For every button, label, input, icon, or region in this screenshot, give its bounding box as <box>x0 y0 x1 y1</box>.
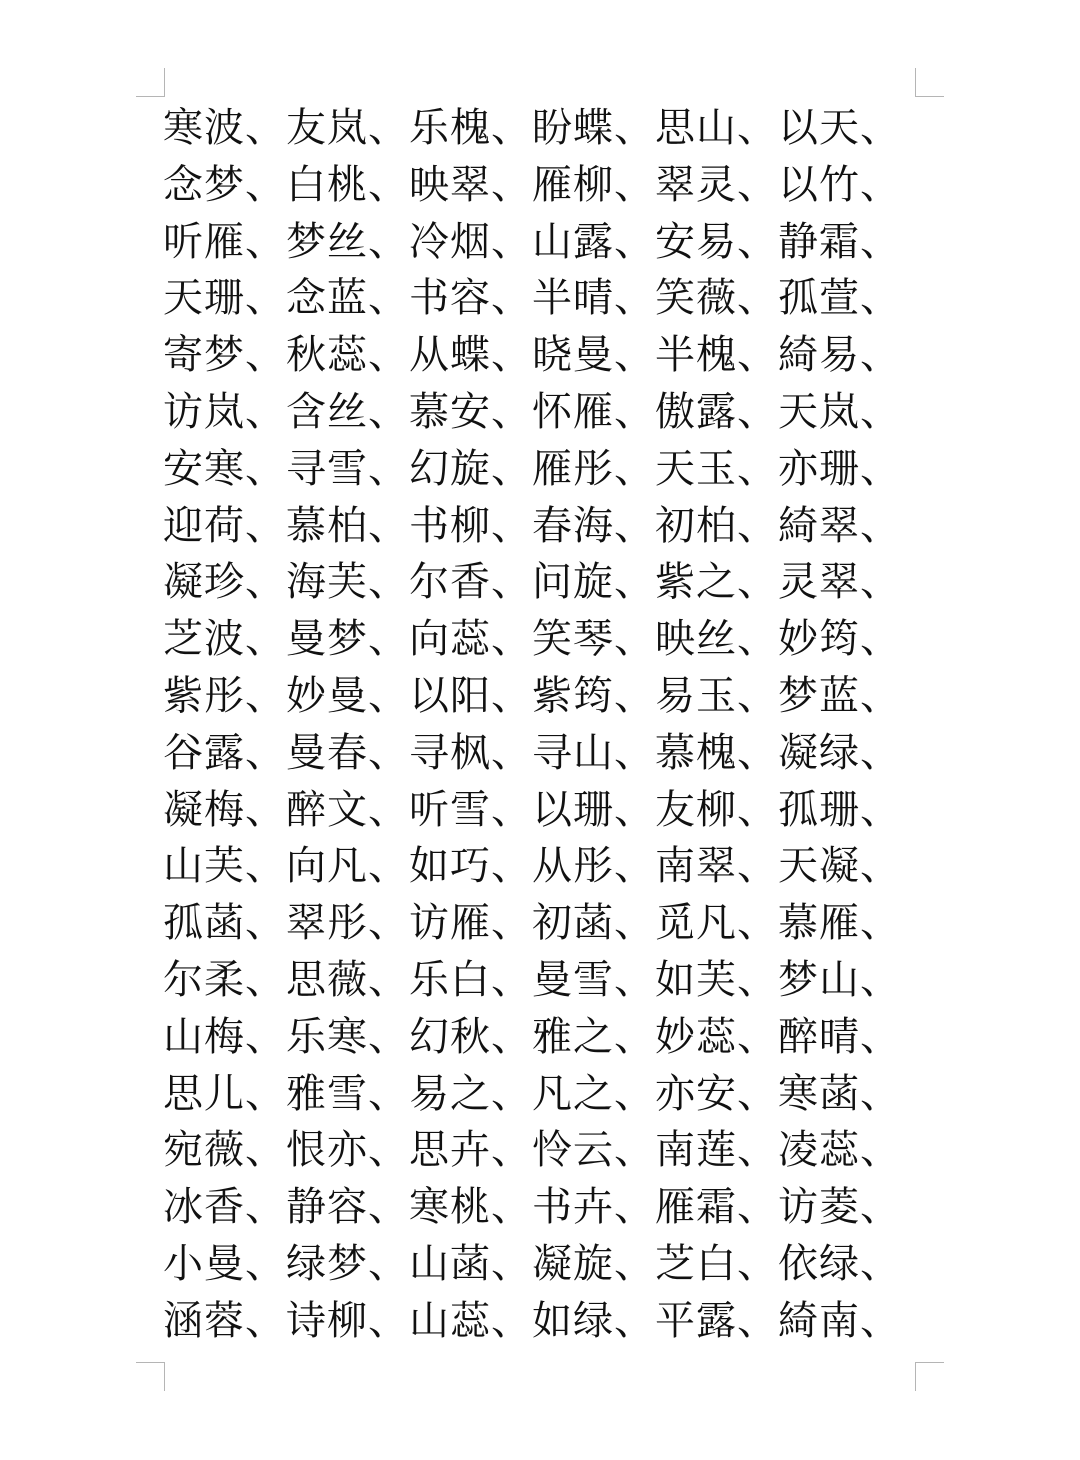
crop-mark-top-left <box>136 68 165 97</box>
text-line: 寄梦、秋蕊、从蝶、晓曼、半槐、綺易、 <box>163 332 901 379</box>
crop-mark-top-right <box>915 68 944 97</box>
text-line: 安寒、寻雪、幻旋、雁彤、天玉、亦珊、 <box>163 445 901 492</box>
text-line: 天珊、念蓝、书容、半晴、笑薇、孤萱、 <box>163 275 901 322</box>
text-line: 听雁、梦丝、冷烟、山露、安易、静霜、 <box>163 218 901 265</box>
text-line: 寒波、友岚、乐槐、盼蝶、思山、以天、 <box>163 105 901 151</box>
text-line: 思儿、雅雪、易之、凡之、亦安、寒菡、 <box>163 1070 901 1117</box>
text-line: 紫彤、妙曼、以阳、紫筠、易玉、梦蓝、 <box>163 672 901 719</box>
text-line: 孤菡、翠彤、访雁、初菡、觅凡、慕雁、 <box>163 900 901 947</box>
document-body <box>163 100 953 1350</box>
text-line: 凝珍、海芙、尔香、问旋、紫之、灵翠、 <box>163 559 901 606</box>
crop-mark-bottom-left <box>136 1362 165 1391</box>
text-line: 山梅、乐寒、幻秋、雅之、妙蕊、醉晴、 <box>163 1013 901 1060</box>
text-line: 芝波、曼梦、向蕊、笑琴、映丝、妙筠、 <box>163 616 901 663</box>
text-line: 山芙、向凡、如巧、从彤、南翠、天凝、 <box>163 843 901 890</box>
text-line: 迎荷、慕柏、书柳、春海、初柏、綺翠、 <box>163 502 901 549</box>
text-line: 涵蓉、诗柳、山蕊、如绿、平露、綺南、 <box>163 1297 901 1344</box>
text-line: 访岚、含丝、慕安、怀雁、傲露、天岚、 <box>163 388 901 435</box>
crop-mark-bottom-right <box>915 1362 944 1391</box>
text-line: 尔柔、思薇、乐白、曼雪、如芙、梦山、 <box>163 956 901 1003</box>
text-line: 念梦、白桃、映翠、雁柳、翠灵、以竹、 <box>163 161 901 208</box>
text-line: 宛薇、恨亦、思卉、怜云、南莲、凌蕊、 <box>163 1127 901 1174</box>
text-line: 凝梅、醉文、听雪、以珊、友柳、孤珊、 <box>163 786 901 833</box>
text-line: 小曼、绿梦、山菡、凝旋、芝白、依绿、 <box>163 1240 901 1287</box>
text-line: 谷露、曼春、寻枫、寻山、慕槐、凝绿、 <box>163 729 901 776</box>
text-line: 冰香、静容、寒桃、书卉、雁霜、访菱、 <box>163 1184 901 1231</box>
